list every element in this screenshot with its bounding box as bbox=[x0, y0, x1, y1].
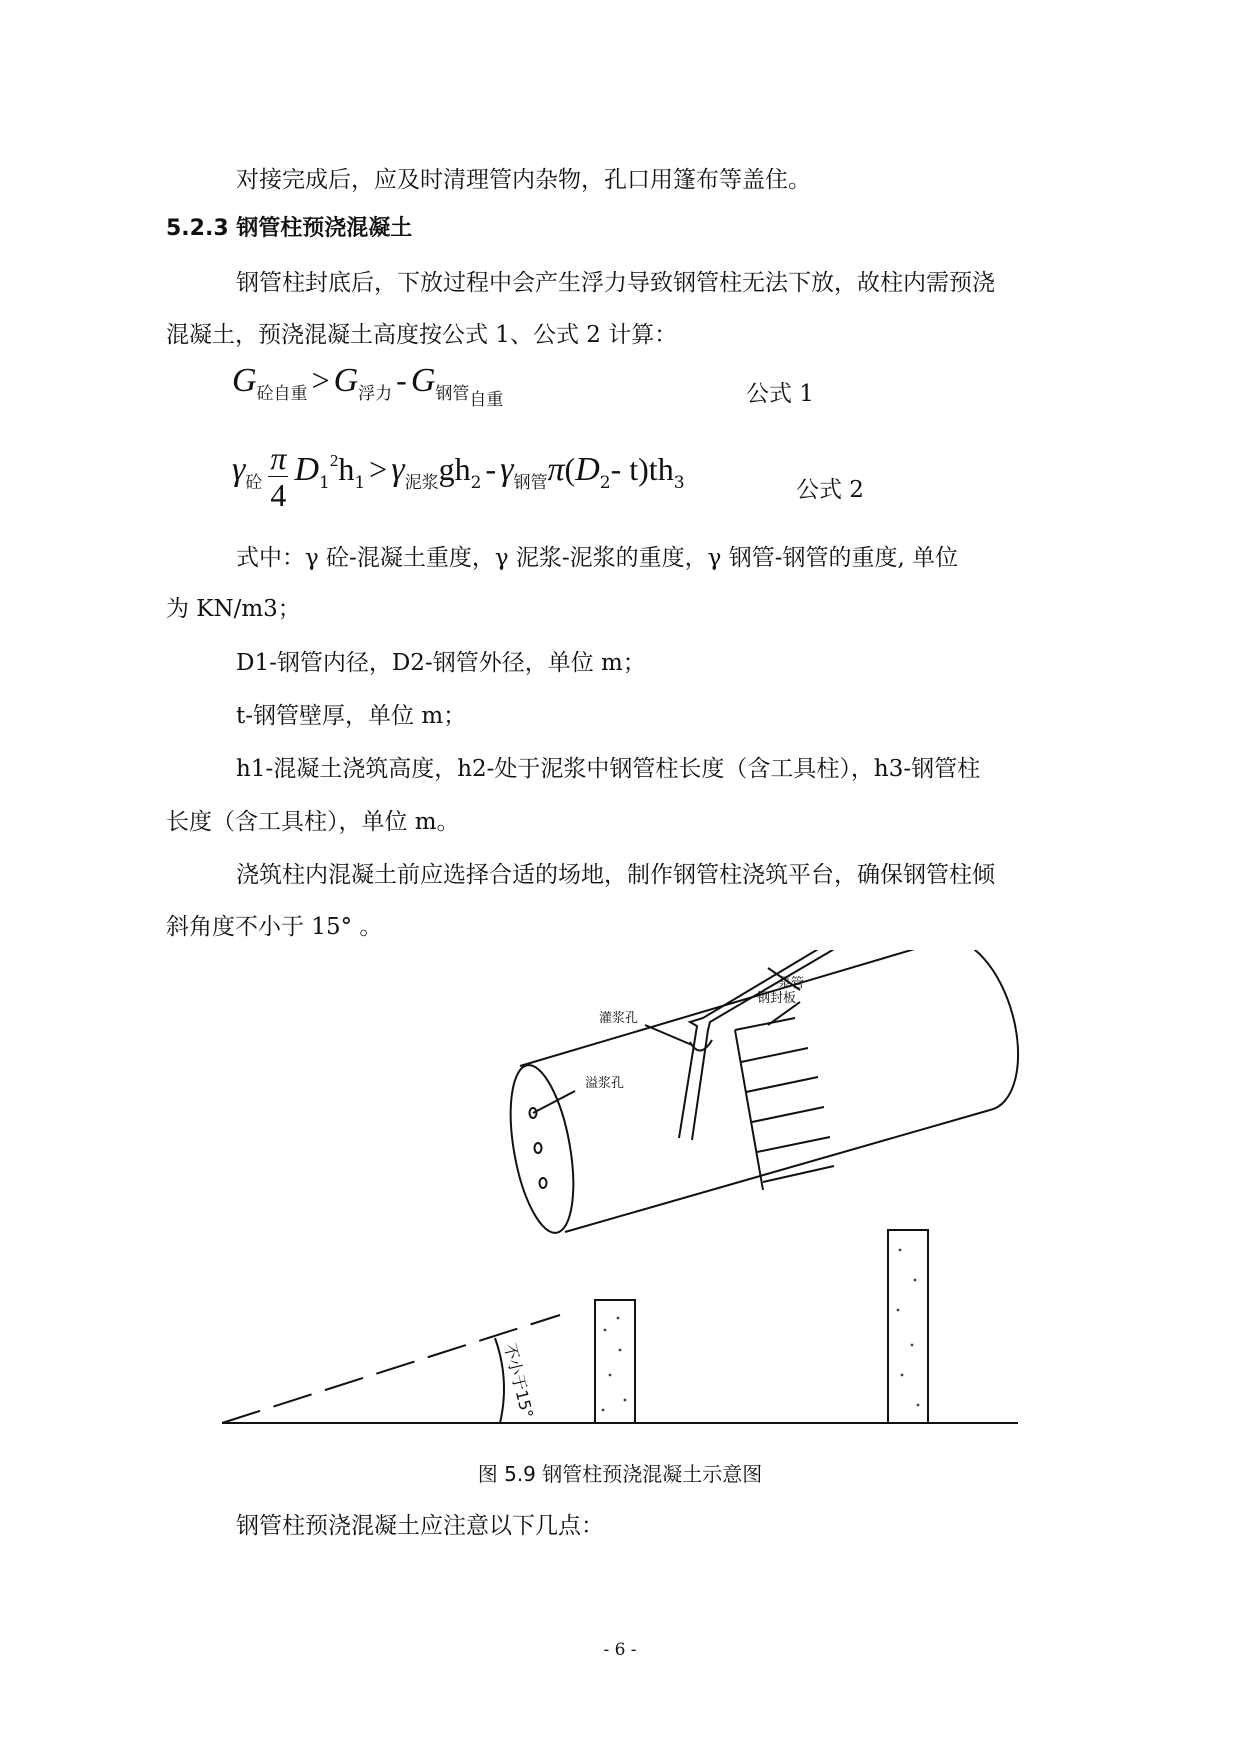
figure-caption: 图 5.9 钢管柱预浇混凝土示意图 bbox=[477, 1462, 763, 1486]
paragraph-intro-line2: 混凝土，预浇混凝土高度按公式 1、公式 2 计算： bbox=[166, 322, 678, 348]
desc-line5: h1-混凝土浇筑高度，h2-处于泥浆中钢管柱长度（含工具柱），h3-钢管柱 bbox=[236, 756, 981, 782]
formula-2: γ砼 $\frac{\pi}{4}$ D12h1 > γ泥浆gh2 - γ钢管π(D2- t)th3 bbox=[232, 440, 685, 513]
label-steel-plate: 钢封板 bbox=[757, 991, 797, 1006]
formula-2-label: 公式 2 bbox=[796, 477, 864, 503]
page-number: - 6 - bbox=[603, 1640, 637, 1660]
label-angle: 不小于15° bbox=[500, 1341, 538, 1421]
paragraph-platform-line1: 浇筑柱内混凝土前应选择合适的场地，制作钢管柱浇筑平台，确保钢管柱倾 bbox=[236, 862, 995, 888]
steel-pipe-column-diagram bbox=[0, 950, 1240, 1470]
desc-line2: 为 KN/m3； bbox=[166, 596, 301, 622]
desc-line3: D1-钢管内径，D2-钢管外径，单位 m； bbox=[236, 650, 646, 676]
desc-line1: 式中：γ 砼-混凝土重度，γ 泥浆-泥浆的重度，γ 钢管-钢管的重度, 单位 bbox=[236, 545, 959, 571]
paragraph-platform-line2: 斜角度不小于 15° 。 bbox=[166, 914, 383, 940]
paragraph-intro-line1: 钢管柱封底后，下放过程中会产生浮力导致钢管柱无法下放，故柱内需预浇 bbox=[236, 270, 995, 296]
left-support bbox=[595, 1300, 635, 1423]
label-pump-pipe: 泵管 bbox=[778, 976, 805, 991]
desc-line6: 长度（含工具柱），单位 m。 bbox=[166, 809, 460, 835]
formula-1: G砼自重 > G浮力 - G钢管自重 bbox=[232, 362, 504, 410]
paragraph-notes: 钢管柱预浇混凝土应注意以下几点： bbox=[236, 1513, 604, 1539]
right-support bbox=[888, 1230, 928, 1423]
label-overflow-hole: 溢浆孔 bbox=[585, 1076, 625, 1091]
formula-1-label: 公式 1 bbox=[746, 381, 814, 407]
support-fill-dots bbox=[602, 1249, 920, 1412]
desc-line4: t-钢管壁厚，单位 m； bbox=[236, 703, 467, 729]
section-heading: 5.2.3 钢管柱预浇混凝土 bbox=[166, 216, 413, 241]
paragraph-cleanup: 对接完成后，应及时清理管内杂物，孔口用篷布等盖住。 bbox=[236, 167, 811, 193]
label-grouting-hole: 灌浆孔 bbox=[599, 1011, 639, 1026]
